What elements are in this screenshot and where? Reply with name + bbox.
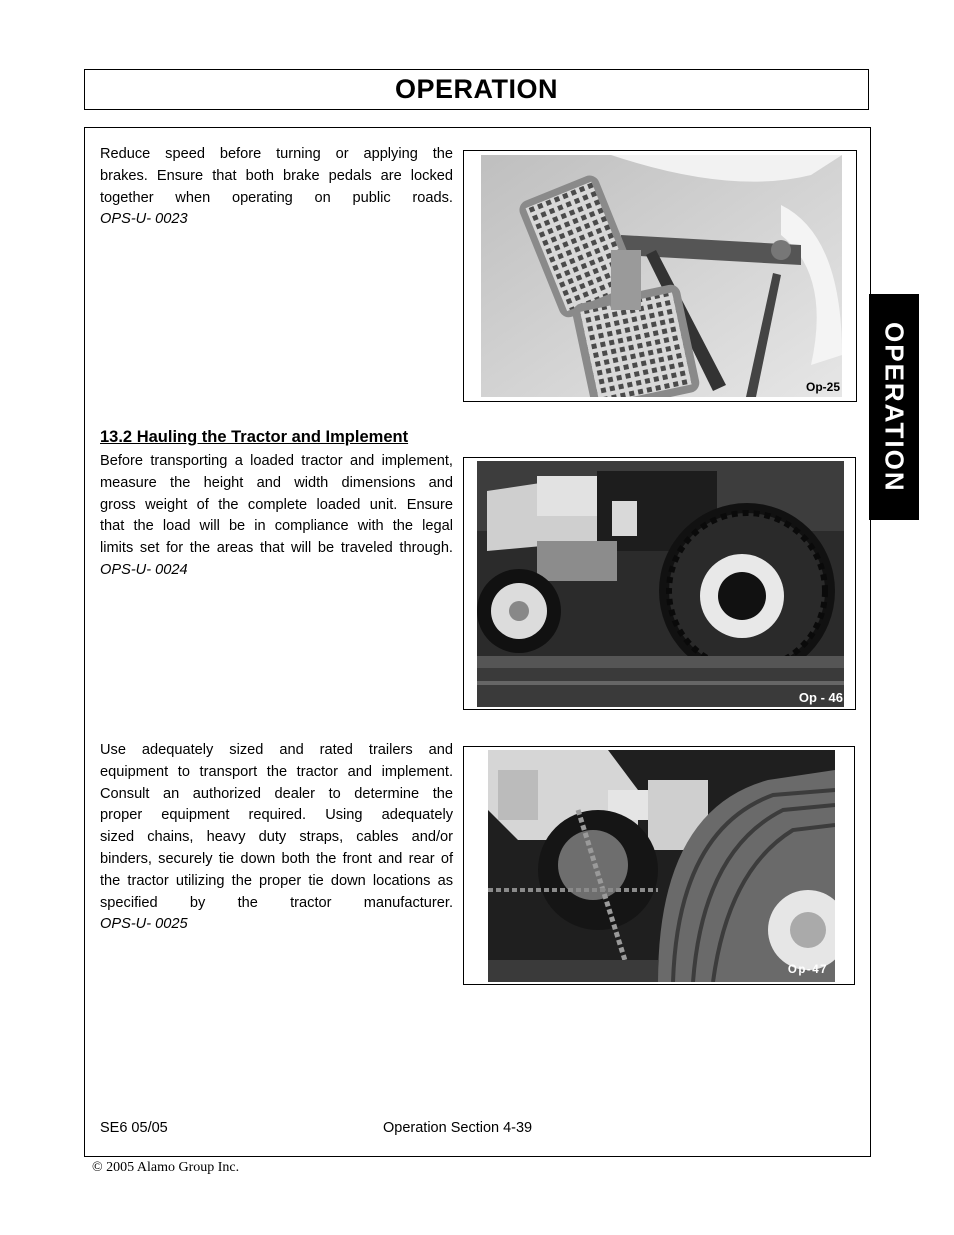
trailer-paragraph [100,740,453,936]
side-tab-label: OPERATION [879,321,910,493]
text-line: brakes. Ensure that both brake pedals are locked [100,167,453,184]
photo-label: Op-25 [805,380,840,394]
text-line: measure the height and width dimensions and [100,474,453,491]
copyright: © 2005 Alamo Group Inc. [92,1160,240,1175]
footer-model-date: SE6 05/05 [100,1120,168,1136]
photo-label: Op-47 [787,964,828,976]
text-line: that the load will be in compliance with the legal [100,518,453,535]
tractor-trailer-photo-frame [463,457,856,710]
page-header [84,69,869,110]
ops-code: OPS-U- 0025 [100,916,188,933]
tie-down-photo [488,750,835,982]
section-side-tab [869,294,919,520]
brake-pedals-photo-frame [463,150,857,402]
tie-down-photo-frame [463,746,855,985]
text-line: limits set for the areas that will be traveled through. [100,540,453,557]
text-line: proper equipment required. Using adequately [100,807,453,824]
text-line: Consult an authorized dealer to determine the [100,785,453,802]
tractor-trailer-photo [477,461,844,707]
text-line: together when operating on public roads. [100,189,453,206]
text-line: specified by the tractor manufacturer. [100,894,453,911]
text-line: sized chains, heavy duty straps, cables and/or [100,829,453,846]
brake-pedals-photo [481,155,842,397]
ops-code: OPS-U- 0024 [100,561,188,578]
photo-label: Op - 46 [798,690,843,705]
footer-page-number: Operation Section 4-39 [383,1120,533,1136]
page-title: OPERATION [394,74,558,104]
text-line: Before transporting a loaded tractor and implement, [100,453,453,469]
section-heading: 13.2 Hauling the Tractor and Implement [100,428,409,446]
brake-paragraph [100,144,453,231]
hauling-paragraph [100,451,453,582]
text-line: the tractor utilizing the proper tie down locations as [100,872,453,889]
ops-code: OPS-U- 0023 [100,211,188,228]
text-line: equipment to transport the tractor and implement. [100,763,453,780]
text-line: Reduce speed before turning or applying the [100,146,453,162]
text-line: Use adequately sized and rated trailers and [100,742,453,758]
text-line: gross weight of the complete loaded unit. Ensure [100,496,453,513]
text-line: binders, securely tie down both the front and rear of [100,850,453,867]
